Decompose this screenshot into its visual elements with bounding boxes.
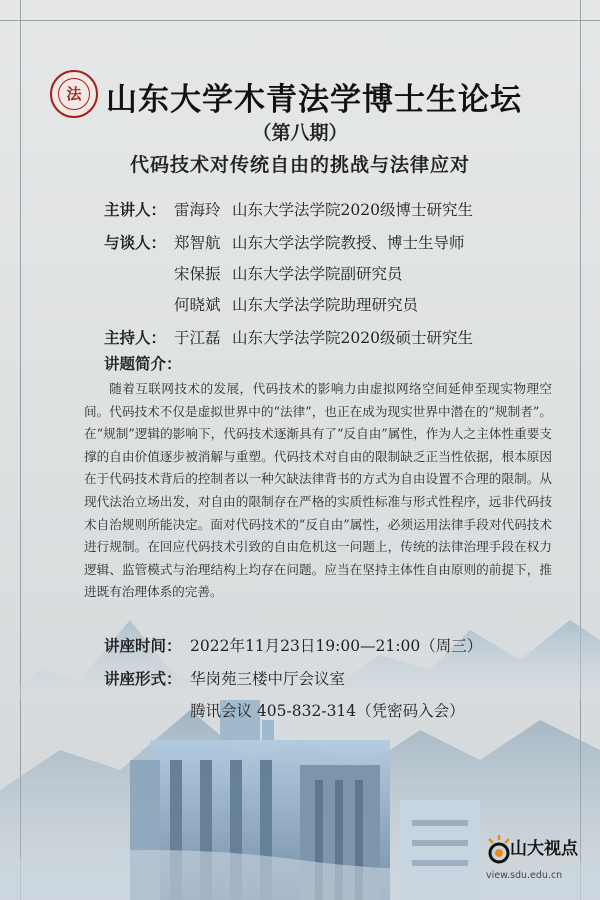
discussant-row (104, 262, 403, 284)
intro-text: 随着互联网技术的发展，代码技术的影响力由虚拟网络空间延伸至现实物理空间。代码技术不仅是虚拟世界中的“法律”，也正在成为现实世界中潜在的“规制者”。在“规制”逻辑的影响下，代码技术逐渐具有了“反自由”属性，作为人之主体性重要支撑的自由价值逐步被消解与重塑。代码技术对自由的限制缺乏正当性依据，根本原因在于代码技术背后的控制者以一种欠缺法律背书的方式为自由设置不合理的限制。从现代法治立场出发，对自由的限制存在严格的实质性标准与形式性程序，远非代码技术自治规则所能决定。面对代码技术的“反自由”属性，必须运用法律手段对代码技术进行规制。在回应代码技术引致的自由危机这一问题上，传统的法律治理手段在权力逻辑、监管模式与治理结构上均存在问题。应当在坚持主体性自由原则的前提下，推进既有治理体系的完善。 (84, 381, 552, 600)
brand-name: 山大视点 (510, 839, 578, 859)
speaker-label: 主讲人： (104, 201, 167, 219)
discussant-name: 宋保振 (174, 265, 221, 283)
brand-url: view.sdu.edu.cn (486, 870, 563, 881)
format-row (104, 667, 345, 689)
discussant-name: 郑智航 (174, 234, 221, 252)
discussant-label: 与谈人： (104, 234, 167, 252)
lecture-topic: 代码技术对传统自由的挑战与法律应对 (129, 154, 470, 176)
intro-label: 讲题简介： (104, 355, 182, 373)
speaker-name: 雷海玲 (174, 201, 221, 219)
host-name: 于江磊 (174, 329, 221, 347)
discussant-row (104, 231, 465, 253)
format-label: 讲座形式： (104, 670, 182, 688)
seal-char: 法 (58, 78, 90, 110)
format-online: 腾讯会议 405-832-314（凭密码入会） (190, 702, 465, 720)
discussant-role: 山东大学法学院副研究员 (232, 265, 403, 283)
discussant-row (104, 293, 418, 315)
brand-logo (486, 834, 586, 890)
speaker-row (104, 198, 473, 220)
header (50, 68, 550, 124)
time-value: 2022年11月23日19:00—21:00（周三） (190, 637, 483, 655)
time-row (104, 634, 482, 656)
frame-line-top (0, 20, 600, 21)
brand-eye-icon (486, 834, 512, 866)
time-label: 讲座时间： (104, 637, 182, 655)
university-seal-icon (50, 70, 98, 118)
format-online-row (190, 699, 465, 721)
discussant-role: 山东大学法学院教授、博士生导师 (232, 234, 465, 252)
discussant-name: 何晓斌 (174, 296, 221, 314)
forum-title: 山东大学木青法学博士生论坛 (106, 82, 522, 118)
host-role: 山东大学法学院2020级硕士研究生 (232, 329, 473, 347)
discussant-role: 山东大学法学院助理研究员 (232, 296, 419, 314)
speaker-role: 山东大学法学院2020级博士研究生 (232, 201, 473, 219)
host-label: 主持人： (104, 329, 167, 347)
issue-number: （第八期） (252, 122, 348, 144)
mountain-right (330, 620, 600, 700)
format-offline: 华岗苑三楼中厅会议室 (190, 670, 346, 688)
host-row (104, 326, 473, 348)
